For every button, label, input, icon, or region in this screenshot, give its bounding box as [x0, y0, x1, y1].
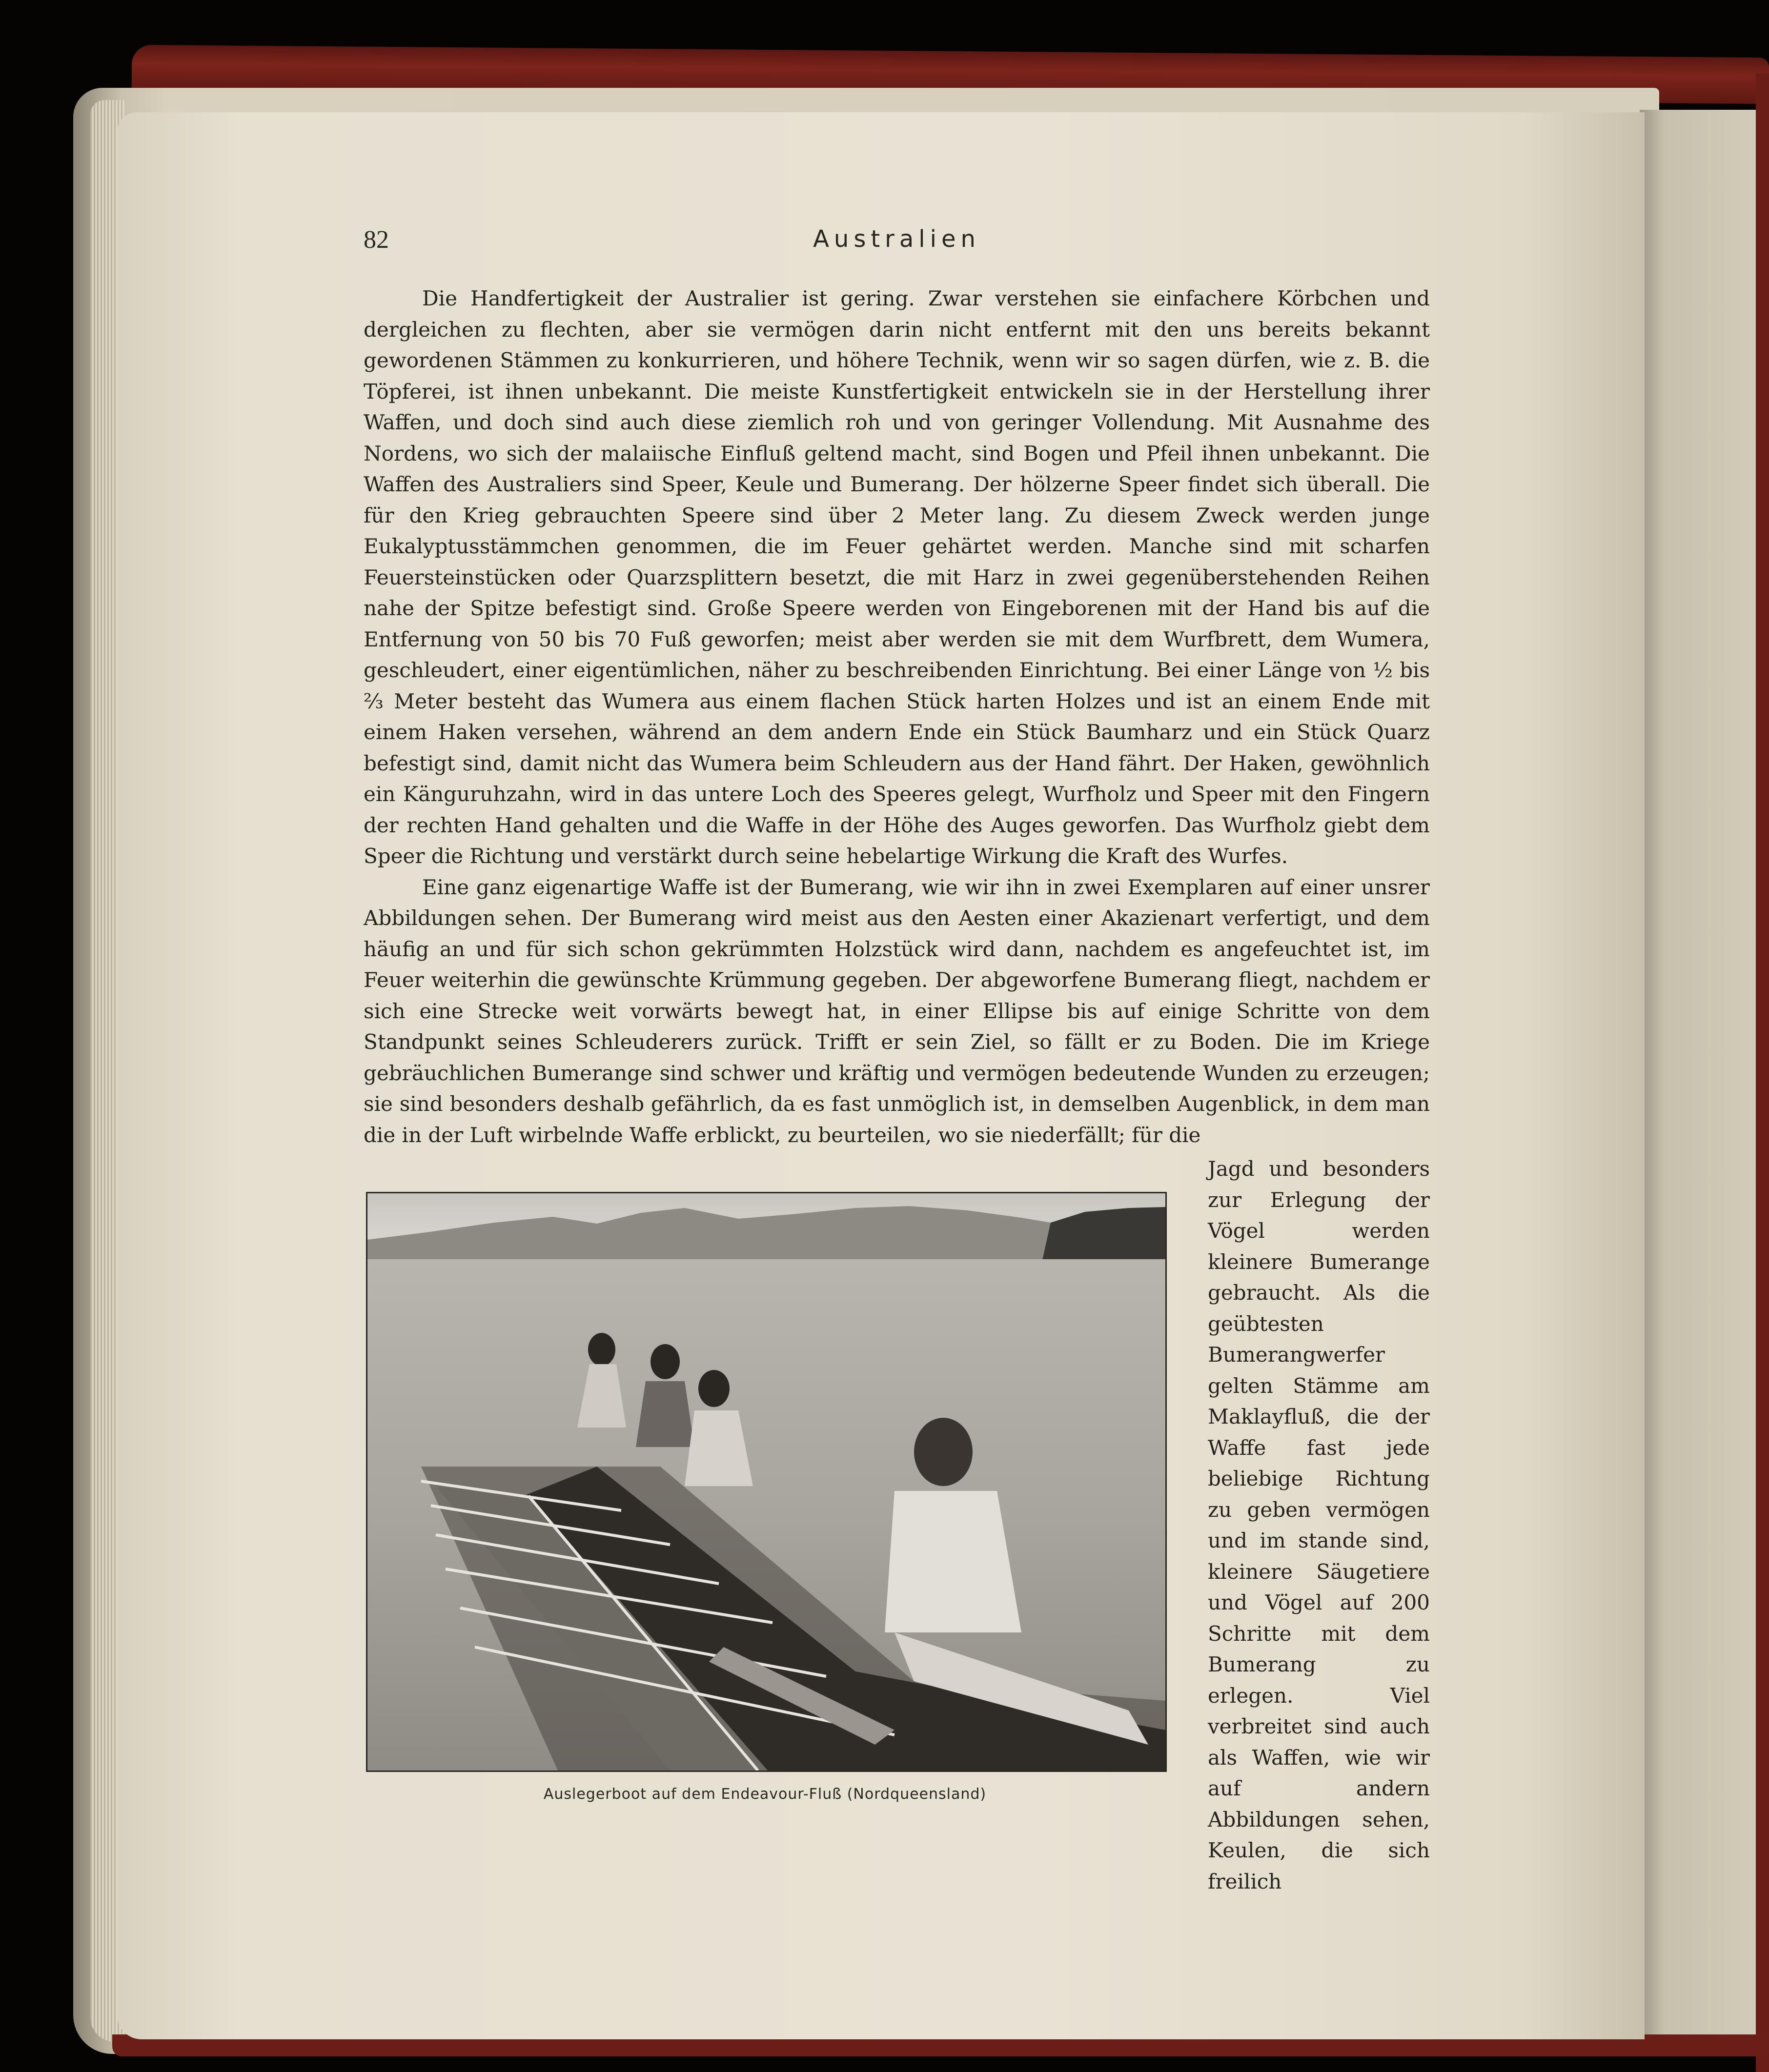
side-text-column: [1208, 1153, 1430, 1897]
side-paragraph: Jagd und besonders zur Erlegung der Vögel werden kleinere Bumerange gebraucht. Als die geübtesten Bumerangwerfer gelten Stämme am Maklayfluß, die der Waffe fast jede beliebige Richtung zu geben vermögen und im stande sind, kleinere Säugetiere und Vögel auf 200 Schritte mit dem Bumerang zu erlegen. Viel verbreitet sind auch als Waffen, wie wir auf andern Abbildungen sehen, Keulen, die sich freilich: [1208, 1157, 1430, 1893]
page-number: 82: [364, 226, 389, 254]
book-cover-right-edge: [1756, 73, 1769, 2072]
facing-page: [1640, 110, 1762, 2042]
photo-caption: Auslegerboot auf dem Endeavour-Fluß (Nordqueensland): [543, 1786, 987, 1803]
paragraph-1: Die Handfertigkeit der Australier ist gering. Zwar verstehen sie einfachere Körbchen und dergleichen zu flechten, aber sie vermögen darin nicht entfernt mit den uns bereits bekannt gewordenen Stämmen zu konkurrieren, und höhere Technik, wenn wir so sagen dürfen, wie z. B. die Töpferei, ist ihnen unbekannt. Die meiste Kunstfertigkeit entwickeln sie in der Herstellung ihrer Waffen, und doch sind auch diese ziemlich roh und von geringer Vollendung. Mit Ausnahme des Nordens, wo sich der malaiische Einfluß geltend macht, sind Bogen und Pfeil ihnen unbekannt. Die Waffen des Australiers sind Speer, Keule und Bumerang. Der hölzerne Speer findet sich überall. Die für den Krieg gebrauchten Speere sind über 2 Meter lang. Zu diesem Zweck werden junge Eukalyptusstämmchen genommen, die im Feuer gehärtet werden. Manche sind mit scharfen Feuersteinstücken oder Quarzsplittern besetzt, die mit Harz in zwei gegenüberstehenden Reihen nahe der Spitze befestigt sind. Große Speere werden von Eingeborenen mit der Hand bis auf die Entfernung von 50 bis 70 Fuß geworfen; meist aber werden sie mit dem Wurfbrett, dem Wumera, geschleudert, einer eigentümlichen, näher zu beschreibenden Einrichtung. Bei einer Länge von ½ bis ⅔ Meter besteht das Wumera aus einem flachen Stück harten Holzes und ist an einem Ende mit einem Haken versehen, während an dem andern Ende ein Stück Baumharz und ein Stück Quarz befestigt sind, damit nicht das Wumera beim Schleudern aus der Hand fährt. Der Haken, gewöhnlich ein Känguruhzahn, wird in das untere Loch des Speeres gelegt, Wurfholz und Speer mit den Fingern der rechten Hand gehalten und die Waffe in der Höhe des Auges geworfen. Das Wurfholz giebt dem Speer die Richtung und verstärkt durch seine hebelartige Wirkung die Kraft des Wurfes.: [364, 286, 1430, 868]
page-header: [364, 225, 1430, 255]
running-head: Australien: [813, 225, 980, 253]
paragraph-2: Eine ganz eigenartige Waffe ist der Bumerang, wie wir ihn in zwei Exemplaren auf einer unsrer Abbildungen sehen. Der Bumerang wird meist aus den Aesten einer Akazienart verfertigt, und dem häufig an und für sich schon gekrümmten Holzstück wird dann, nachdem es angefeuchtet ist, im Feuer weiterhin die gewünschte Krümmung gegeben. Der abgeworfene Bumerang fliegt, nachdem er sich eine Strecke weit vorwärts bewegt hat, in einer Ellipse bis auf einige Schritte von dem Standpunkt seines Schleuderers zurück. Trifft er sein Ziel, so fällt er zu Boden. Die im Kriege gebräuchlichen Bumerange sind schwer und kräftig und vermögen bedeutende Wunden zu erzeugen; sie sind besonders deshalb gefährlich, da es fast unmöglich ist, in demselben Augenblick, in dem man die in der Luft wirbelnde Waffe erblickt, zu beurteilen, wo sie niederfällt; für die: [364, 875, 1430, 1147]
outrigger-canoe-photo: [366, 1192, 1167, 1772]
main-text-block: [364, 283, 1430, 1150]
